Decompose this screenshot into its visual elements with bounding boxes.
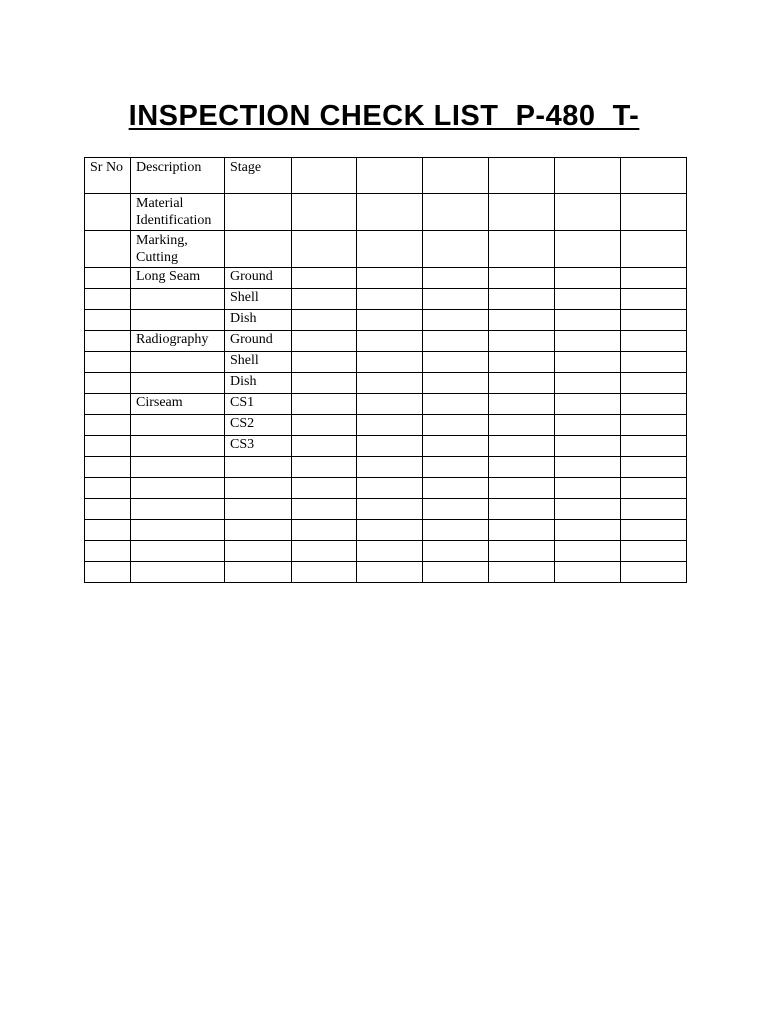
blank-check-cell [292, 394, 357, 415]
blank-check-cell [423, 541, 489, 562]
blank-check-cell [555, 415, 621, 436]
blank-check-cell [423, 289, 489, 310]
blank-check-cell [489, 352, 555, 373]
description-cell: Radiography [131, 331, 225, 352]
header-blank-cell [489, 158, 555, 194]
header-blank-cell [621, 158, 687, 194]
blank-check-cell [292, 520, 357, 541]
description-cell [131, 541, 225, 562]
table-row [85, 268, 687, 289]
blank-check-cell [357, 457, 423, 478]
blank-check-cell [292, 194, 357, 231]
blank-check-cell [621, 268, 687, 289]
blank-check-cell [423, 394, 489, 415]
blank-check-cell [423, 352, 489, 373]
table-row [85, 415, 687, 436]
blank-check-cell [357, 331, 423, 352]
blank-check-cell [423, 562, 489, 583]
sr-no-cell [85, 331, 131, 352]
blank-check-cell [357, 394, 423, 415]
blank-check-cell [423, 436, 489, 457]
blank-check-cell [489, 289, 555, 310]
description-cell [131, 352, 225, 373]
stage-cell: Ground [225, 331, 292, 352]
stage-cell: Ground [225, 268, 292, 289]
blank-check-cell [555, 194, 621, 231]
blank-check-cell [489, 478, 555, 499]
blank-check-cell [489, 562, 555, 583]
header-stage: Stage [225, 158, 292, 194]
blank-check-cell [489, 457, 555, 478]
blank-check-cell [292, 373, 357, 394]
blank-check-cell [423, 194, 489, 231]
blank-check-cell [621, 289, 687, 310]
blank-check-cell [292, 457, 357, 478]
blank-check-cell [555, 310, 621, 331]
blank-check-cell [555, 289, 621, 310]
table-row [85, 231, 687, 268]
blank-check-cell [555, 499, 621, 520]
blank-check-cell [555, 373, 621, 394]
header-sr-no: Sr No [85, 158, 131, 194]
sr-no-cell [85, 352, 131, 373]
description-cell: Cirseam [131, 394, 225, 415]
blank-check-cell [489, 520, 555, 541]
description-cell [131, 499, 225, 520]
table-row [85, 373, 687, 394]
header-blank-cell [357, 158, 423, 194]
blank-check-cell [621, 194, 687, 231]
sr-no-cell [85, 520, 131, 541]
blank-check-cell [621, 562, 687, 583]
table-row [85, 562, 687, 583]
blank-check-cell [489, 541, 555, 562]
description-cell [131, 373, 225, 394]
blank-check-cell [489, 194, 555, 231]
blank-check-cell [621, 499, 687, 520]
blank-check-cell [621, 394, 687, 415]
blank-check-cell [555, 268, 621, 289]
blank-check-cell [489, 310, 555, 331]
blank-check-cell [423, 331, 489, 352]
table-row [85, 352, 687, 373]
blank-check-cell [423, 310, 489, 331]
sr-no-cell [85, 457, 131, 478]
blank-check-cell [357, 289, 423, 310]
sr-no-cell [85, 415, 131, 436]
table-row [85, 457, 687, 478]
blank-check-cell [621, 415, 687, 436]
blank-check-cell [292, 436, 357, 457]
sr-no-cell [85, 373, 131, 394]
stage-cell: CS2 [225, 415, 292, 436]
table-row [85, 194, 687, 231]
blank-check-cell [357, 436, 423, 457]
blank-check-cell [621, 520, 687, 541]
blank-check-cell [292, 562, 357, 583]
sr-no-cell [85, 478, 131, 499]
sr-no-cell [85, 562, 131, 583]
blank-check-cell [555, 394, 621, 415]
sr-no-cell [85, 194, 131, 231]
blank-check-cell [621, 352, 687, 373]
blank-check-cell [357, 415, 423, 436]
blank-check-cell [489, 499, 555, 520]
stage-cell [225, 231, 292, 268]
blank-check-cell [621, 331, 687, 352]
stage-cell [225, 541, 292, 562]
blank-check-cell [489, 394, 555, 415]
blank-check-cell [292, 331, 357, 352]
blank-check-cell [621, 231, 687, 268]
blank-check-cell [555, 478, 621, 499]
blank-check-cell [357, 520, 423, 541]
stage-cell [225, 457, 292, 478]
description-cell [131, 520, 225, 541]
blank-check-cell [423, 499, 489, 520]
description-cell [131, 436, 225, 457]
blank-check-cell [357, 194, 423, 231]
stage-cell: Shell [225, 352, 292, 373]
blank-check-cell [555, 436, 621, 457]
blank-check-cell [357, 499, 423, 520]
blank-check-cell [489, 415, 555, 436]
table-header-row [85, 158, 687, 194]
sr-no-cell [85, 394, 131, 415]
stage-cell [225, 194, 292, 231]
stage-cell: Shell [225, 289, 292, 310]
blank-check-cell [555, 231, 621, 268]
blank-check-cell [621, 541, 687, 562]
blank-check-cell [357, 541, 423, 562]
stage-cell: Dish [225, 310, 292, 331]
header-blank-cell [555, 158, 621, 194]
sr-no-cell [85, 289, 131, 310]
description-cell [131, 562, 225, 583]
blank-check-cell [292, 541, 357, 562]
stage-cell [225, 478, 292, 499]
table-row [85, 541, 687, 562]
blank-check-cell [357, 373, 423, 394]
description-cell [131, 289, 225, 310]
table-row [85, 310, 687, 331]
sr-no-cell [85, 436, 131, 457]
stage-cell: CS1 [225, 394, 292, 415]
table-row [85, 436, 687, 457]
stage-cell [225, 520, 292, 541]
blank-check-cell [555, 352, 621, 373]
blank-check-cell [357, 310, 423, 331]
sr-no-cell [85, 541, 131, 562]
description-cell [131, 478, 225, 499]
table-row [85, 499, 687, 520]
blank-check-cell [357, 268, 423, 289]
blank-check-cell [292, 289, 357, 310]
blank-check-cell [357, 231, 423, 268]
blank-check-cell [423, 478, 489, 499]
blank-check-cell [292, 268, 357, 289]
stage-cell: Dish [225, 373, 292, 394]
description-cell [131, 310, 225, 331]
blank-check-cell [489, 231, 555, 268]
blank-check-cell [357, 562, 423, 583]
blank-check-cell [621, 478, 687, 499]
blank-check-cell [423, 231, 489, 268]
blank-check-cell [489, 436, 555, 457]
header-description: Description [131, 158, 225, 194]
blank-check-cell [357, 352, 423, 373]
stage-cell: CS3 [225, 436, 292, 457]
description-cell: Material Identification [131, 194, 225, 231]
sr-no-cell [85, 499, 131, 520]
sr-no-cell [85, 231, 131, 268]
blank-check-cell [423, 457, 489, 478]
page-title: INSPECTION CHECK LIST P-480 T- [128, 100, 640, 132]
table-row [85, 331, 687, 352]
sr-no-cell [85, 268, 131, 289]
blank-check-cell [555, 520, 621, 541]
blank-check-cell [621, 436, 687, 457]
blank-check-cell [292, 352, 357, 373]
description-cell [131, 415, 225, 436]
sr-no-cell [85, 310, 131, 331]
description-cell: Long Seam [131, 268, 225, 289]
stage-cell [225, 499, 292, 520]
blank-check-cell [423, 373, 489, 394]
blank-check-cell [423, 268, 489, 289]
header-blank-cell [292, 158, 357, 194]
blank-check-cell [489, 268, 555, 289]
table-row [85, 289, 687, 310]
blank-check-cell [555, 331, 621, 352]
table-row [85, 520, 687, 541]
blank-check-cell [292, 231, 357, 268]
blank-check-cell [621, 373, 687, 394]
blank-check-cell [621, 457, 687, 478]
inspection-checklist-table [84, 157, 687, 583]
stage-cell [225, 562, 292, 583]
blank-check-cell [423, 415, 489, 436]
blank-check-cell [292, 478, 357, 499]
table-row [85, 394, 687, 415]
header-blank-cell [423, 158, 489, 194]
blank-check-cell [489, 331, 555, 352]
table-row [85, 478, 687, 499]
blank-check-cell [621, 310, 687, 331]
description-cell [131, 457, 225, 478]
blank-check-cell [292, 415, 357, 436]
blank-check-cell [555, 541, 621, 562]
blank-check-cell [555, 457, 621, 478]
blank-check-cell [292, 310, 357, 331]
blank-check-cell [357, 478, 423, 499]
blank-check-cell [555, 562, 621, 583]
blank-check-cell [292, 499, 357, 520]
blank-check-cell [423, 520, 489, 541]
blank-check-cell [489, 373, 555, 394]
description-cell: Marking, Cutting [131, 231, 225, 268]
